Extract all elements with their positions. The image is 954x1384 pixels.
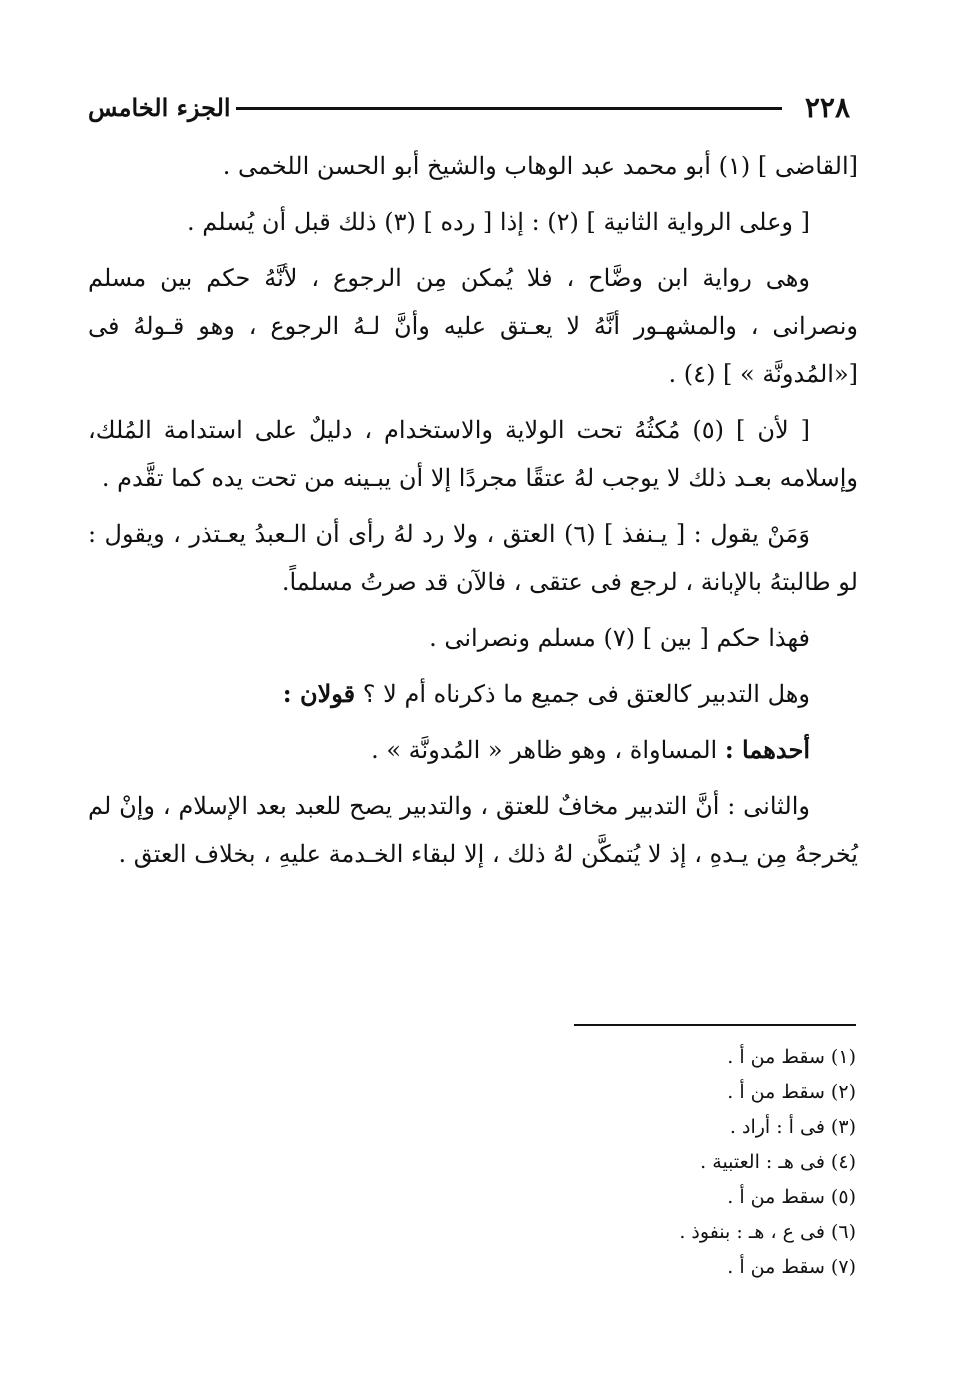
footnote-1: (١) سقط من أ . xyxy=(727,1046,856,1068)
paragraph-8 xyxy=(88,726,858,774)
paragraph-8-text: المساواة ، وهو ظاهر « المُدونَّة » . xyxy=(371,736,718,764)
bold-first-of-them: أحدهما : xyxy=(724,735,810,764)
running-title: الجزء الخامس xyxy=(88,93,231,122)
footnote-6: (٦) فى ع ، هـ : بنفوذ . xyxy=(679,1221,856,1243)
footnote-7: (٧) سقط من أ . xyxy=(727,1256,856,1278)
paragraph-7 xyxy=(88,670,858,718)
paragraph-7-text: وهل التدبير كالعتق فى جميع ما ذكرناه أم لا ؟ xyxy=(362,680,810,708)
paragraph-3: وهى رواية ابن وضَّاح ، فلا يُمكن مِن الرجوع ، لأنَّهُ حكم بين مسلم ونصرانى ، والمشهـور أنَّهُ لا يعـتق عليه وأنَّ لـهُ الرجوع ، وهو قـولهُ فى [«المُدونَّة » ] (٤) . xyxy=(88,264,858,388)
main-text xyxy=(88,142,858,886)
header-rule xyxy=(236,107,782,110)
footnote-4: (٤) فى هـ : العتبية . xyxy=(700,1151,856,1173)
paragraph-2: [ وعلى الرواية الثانية ] (٢) : إذا [ رده ] (٣) ذلك قبل أن يُسلم . xyxy=(187,208,810,236)
paragraph-1: [القاضى ] (١) أبو محمد عبد الوهاب والشيخ أبو الحسن اللخمى . xyxy=(222,152,858,180)
paragraph-6: فهذا حكم [ بين ] (٧) مسلم ونصرانى . xyxy=(429,624,810,652)
footnote-5: (٥) سقط من أ . xyxy=(727,1186,856,1208)
footnote-rule xyxy=(574,1024,856,1026)
footnote-2: (٢) سقط من أ . xyxy=(727,1081,856,1103)
footnote-3: (٣) فى أ : أراد . xyxy=(729,1116,856,1138)
bold-two-opinions: قولان : xyxy=(282,679,356,708)
page-number: ٢٢٨ xyxy=(804,91,850,124)
paragraph-4: [ لأن ] (٥) مُكثُهُ تحت الولاية والاستخدام ، دليلٌ على استدامة المُلك، وإسلامه بعـد ذلك لا يوجب لهُ عتقًا مجردًا إلا أن يبـينه من تحت يده كما تقَّدم . xyxy=(88,416,858,492)
footnotes xyxy=(456,1040,856,1285)
page-header xyxy=(88,88,850,128)
paragraph-9: والثانى : أنَّ التدبير مخافٌ للعتق ، والتدبير يصح للعبد بعد الإسلام ، وإنْ لم يُخرجهُ مِن يـدهِ ، إذ لا يُتمكَّن لهُ ذلك ، إلا لبقاء الخـدمة عليهِ ، بخلاف العتق . xyxy=(88,792,858,868)
paragraph-5: وَمَنْ يقول : [ يـنفذ ] (٦) العتق ، ولا رد لهُ رأى أن الـعبدُ يعـتذر ، ويقول : لو طالبتهُ بالإبانة ، لرجع فى عتقى ، فالآن قد صرتُ مسلماً. xyxy=(88,520,858,596)
